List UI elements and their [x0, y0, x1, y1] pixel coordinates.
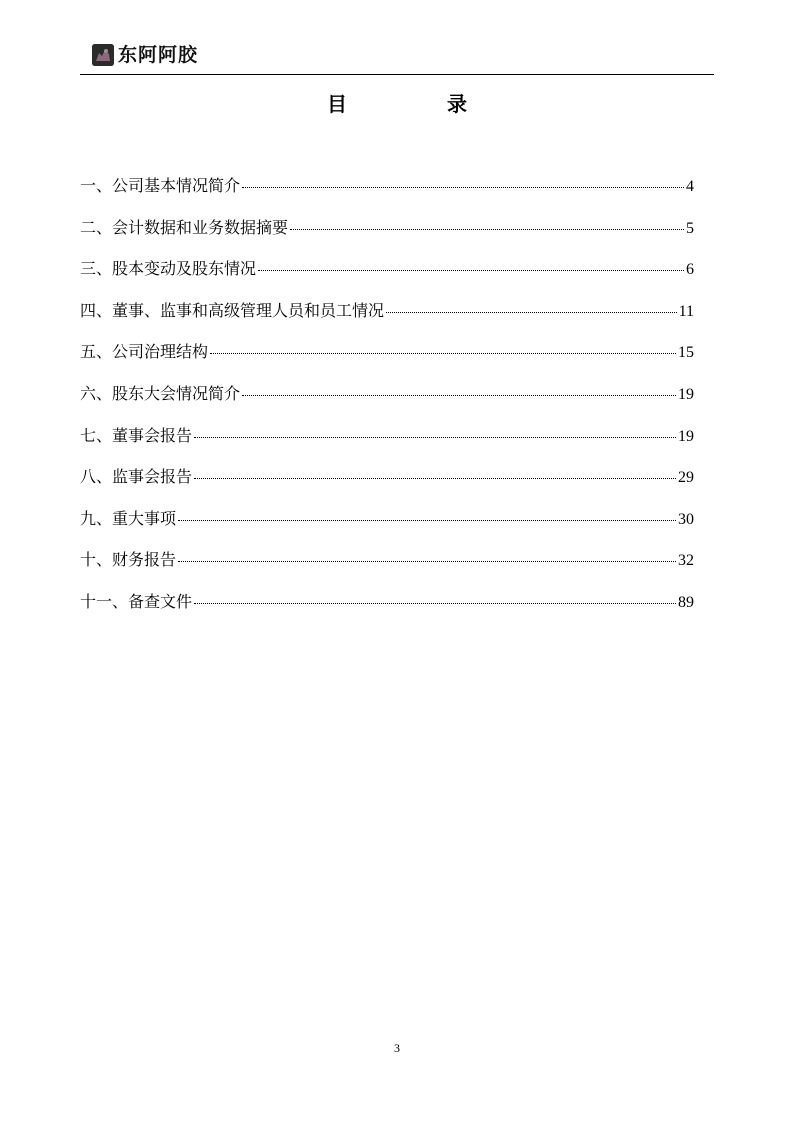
toc-entry[interactable]	[80, 590, 694, 632]
toc-entry-page: 5	[686, 219, 694, 237]
page-header	[80, 38, 714, 75]
dot-leader	[194, 478, 676, 479]
dot-leader	[210, 353, 676, 354]
toc-entry-page: 32	[678, 552, 694, 570]
toc-entry-label: 十、财务报告	[80, 550, 177, 570]
toc-entry[interactable]	[80, 465, 694, 507]
dot-leader	[194, 603, 676, 604]
toc-entry[interactable]	[80, 382, 694, 424]
toc-entry-page: 19	[678, 385, 694, 403]
dot-leader	[178, 561, 676, 562]
dot-leader	[194, 437, 676, 438]
toc-entry-label: 三、股本变动及股东情况	[80, 259, 257, 279]
toc-entry[interactable]	[80, 424, 694, 466]
page-number: 3	[394, 1041, 400, 1055]
dot-leader	[178, 520, 676, 521]
toc-entry-label: 八、监事会报告	[80, 467, 193, 487]
toc-entry[interactable]	[80, 257, 694, 299]
dot-leader	[386, 312, 677, 313]
dot-leader	[258, 270, 684, 271]
toc-entry[interactable]	[80, 174, 694, 216]
page-title	[0, 90, 794, 118]
brand-name: 东阿阿胶	[118, 44, 199, 66]
toc-entry[interactable]	[80, 507, 694, 549]
toc-entry-label: 二、会计数据和业务数据摘要	[80, 217, 289, 237]
toc-entry-label: 七、董事会报告	[80, 425, 193, 445]
toc-entry-label: 九、重大事项	[80, 508, 177, 528]
toc-entry-page: 29	[678, 469, 694, 487]
toc-entry-label: 五、公司治理结构	[80, 342, 209, 362]
title-part-2: 录	[447, 92, 467, 116]
toc-entry-label: 一、公司基本情况简介	[80, 176, 241, 195]
toc-entry-page: 11	[678, 302, 694, 320]
toc-entry-page: 15	[678, 344, 694, 362]
dot-leader	[242, 395, 676, 396]
toc-entry-page: 30	[678, 510, 694, 528]
dot-leader	[242, 187, 684, 188]
dot-leader	[290, 229, 684, 230]
toc-entry-label: 十一、备查文件	[80, 591, 193, 611]
title-part-1: 目	[327, 92, 347, 116]
toc-entry-page: 89	[678, 593, 694, 611]
toc-entry-page: 19	[678, 427, 694, 445]
toc-entry-page: 6	[686, 261, 694, 279]
donkey-logo-icon	[92, 44, 114, 66]
toc-entry[interactable]	[80, 299, 694, 341]
toc-entry[interactable]	[80, 216, 694, 258]
toc-entry[interactable]	[80, 548, 694, 590]
table-of-contents	[80, 174, 694, 632]
toc-entry-label: 六、股东大会情况简介	[80, 383, 241, 403]
toc-entry[interactable]	[80, 340, 694, 382]
toc-entry-label: 四、董事、监事和高级管理人员和员工情况	[80, 300, 385, 320]
toc-entry-page: 4	[686, 178, 694, 195]
